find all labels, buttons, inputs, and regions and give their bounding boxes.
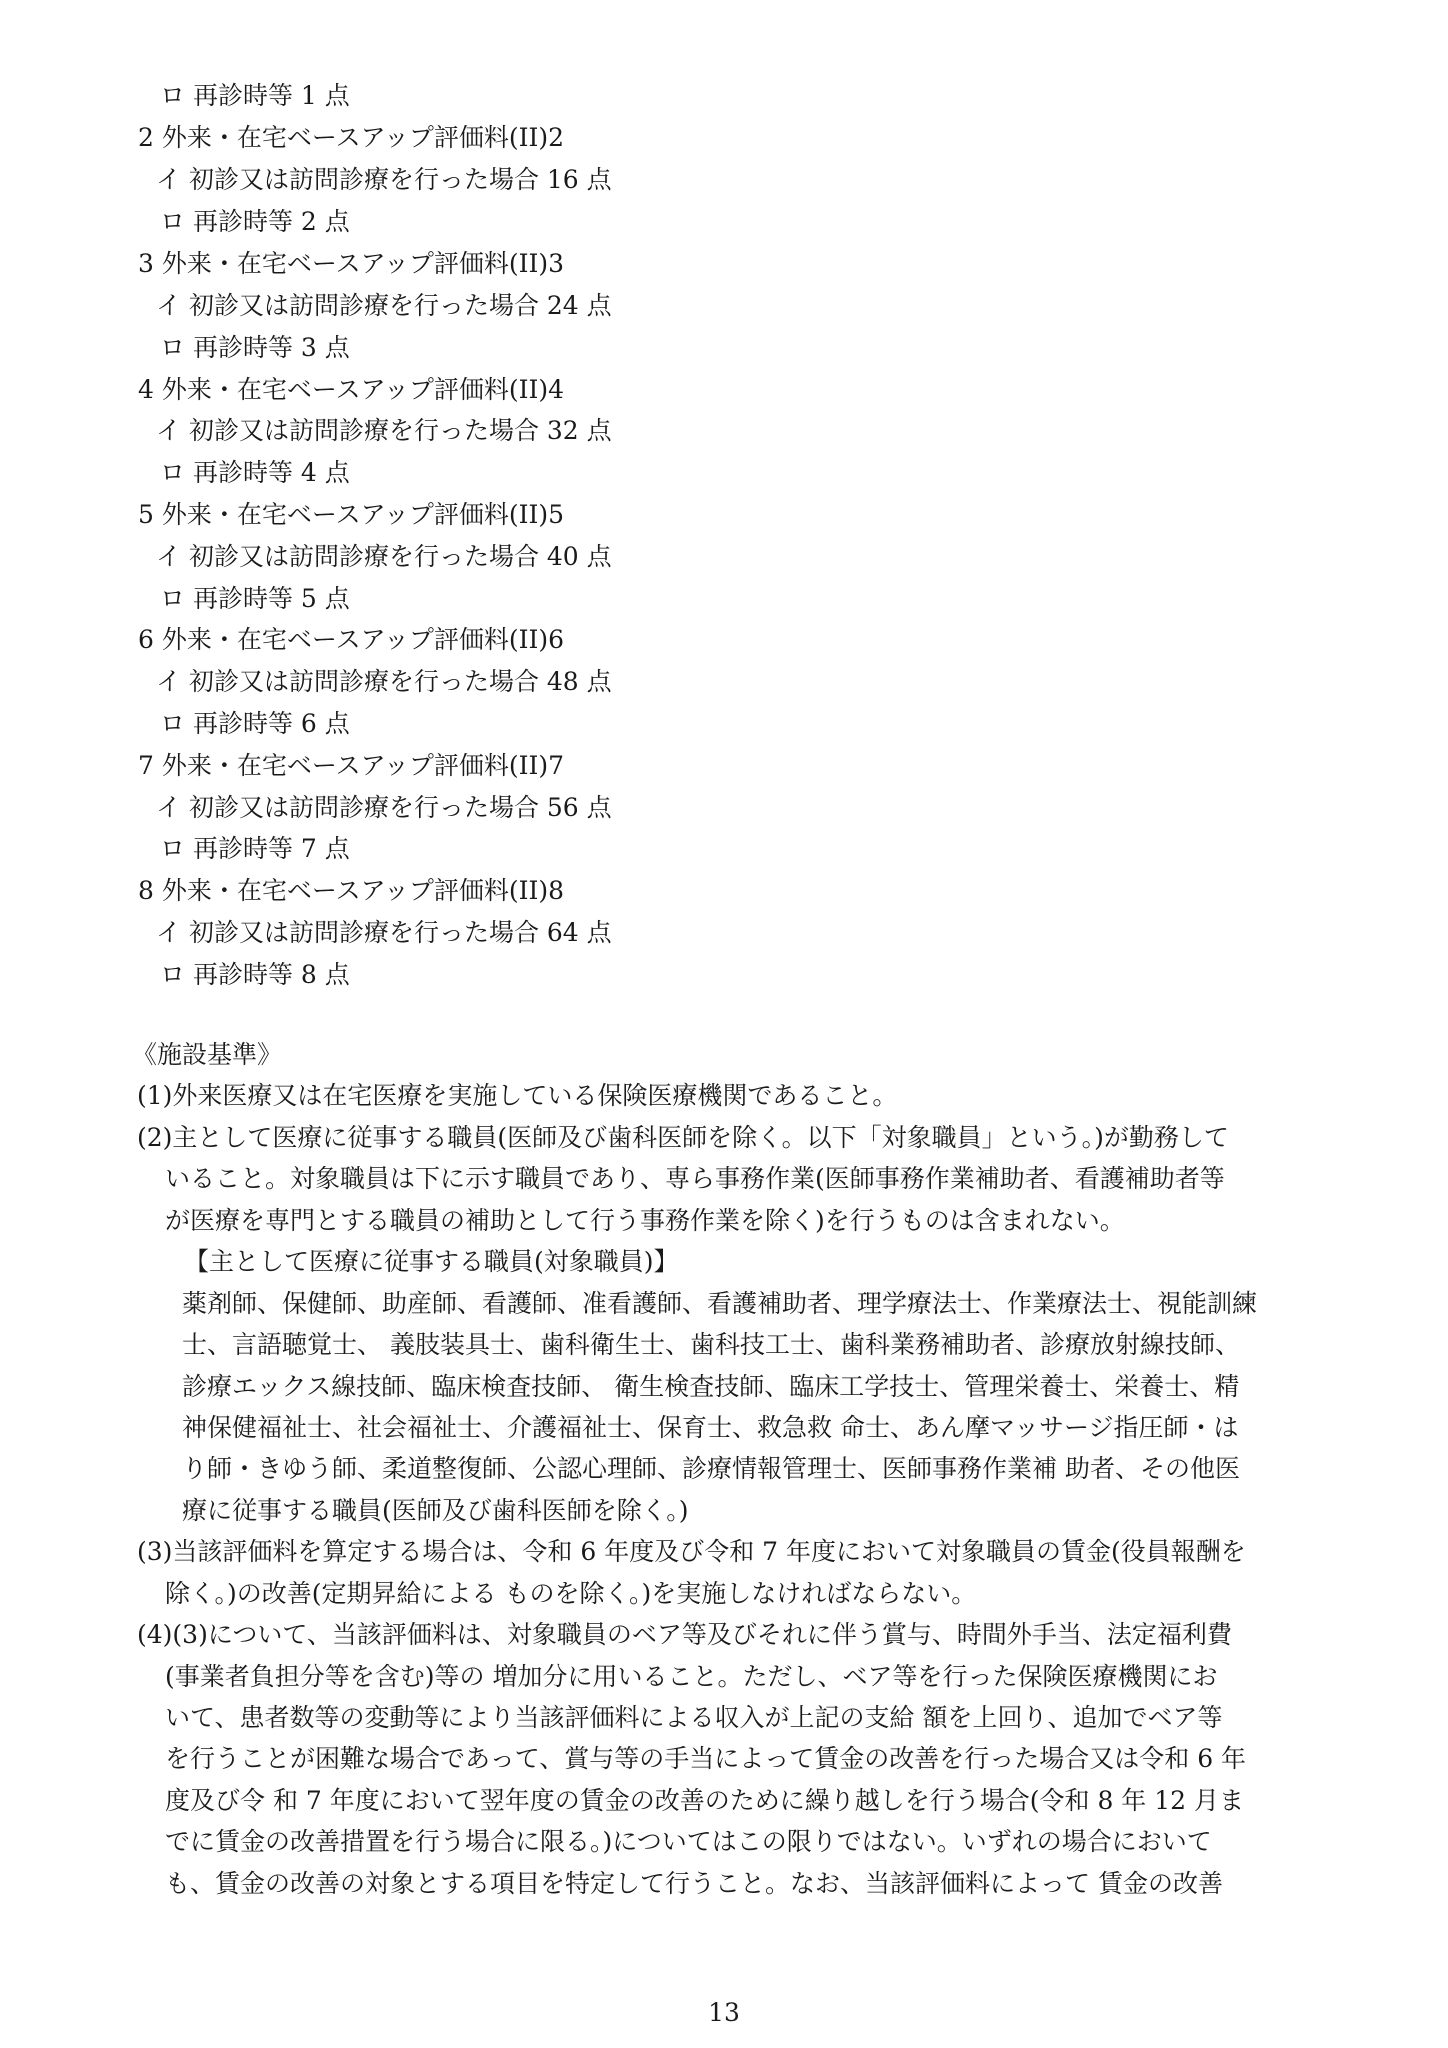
list-item: ロ 再診時等 1 点	[160, 81, 350, 110]
paragraph-line: でに賃金の改善措置を行う場合に限る。)についてはこの限りではない。いずれの場合において	[165, 1827, 1212, 1856]
staff-list-line: 神保健福祉士、社会福祉士、介護福祉士、保育士、救急救 命士、あん摩マッサージ指圧師・は	[182, 1413, 1239, 1442]
paragraph-line: (3)当該評価料を算定する場合は、令和 6 年度及び令和 7 年度において対象職員の賃金(役員報酬を	[137, 1537, 1246, 1566]
page-number: 13	[708, 1998, 740, 2027]
list-item: イ 初診又は訪問診療を行った場合 56 点	[156, 793, 612, 822]
paragraph-line: (2)主として医療に従事する職員(医師及び歯科医師を除く。以下「対象職員」という。)が勤務して	[137, 1123, 1229, 1152]
paragraph-line: が医療を専門とする職員の補助として行う事務作業を除く)を行うものは含まれない。	[165, 1206, 1125, 1235]
paragraph-line: 除く。)の改善(定期昇給による ものを除く。)を実施しなければならない。	[165, 1579, 977, 1608]
staff-list-line: 診療エックス線技師、臨床検査技師、 衛生検査技師、臨床工学技士、管理栄養士、栄養士、精	[182, 1372, 1240, 1401]
list-item: イ 初診又は訪問診療を行った場合 32 点	[156, 416, 612, 445]
list-item: イ 初診又は訪問診療を行った場合 64 点	[156, 918, 612, 947]
list-item: 7 外来・在宅ベースアップ評価料(II)7	[138, 751, 565, 780]
paragraph-line: も、賃金の改善の対象とする項目を特定して行うこと。なお、当該評価料によって 賃金の改善	[165, 1869, 1223, 1898]
list-item: 4 外来・在宅ベースアップ評価料(II)4	[138, 375, 565, 404]
list-item: ロ 再診時等 7 点	[160, 834, 350, 863]
list-item: 6 外来・在宅ベースアップ評価料(II)6	[138, 625, 565, 654]
paragraph-line: いて、患者数等の変動等により当該評価料による収入が上記の支給 額を上回り、追加でベア等	[165, 1703, 1223, 1732]
list-item: イ 初診又は訪問診療を行った場合 24 点	[156, 291, 612, 320]
staff-list-line: 士、言語聴覚士、 義肢装具士、歯科衛生士、歯科技工士、歯科業務補助者、診療放射線技師、	[182, 1330, 1240, 1359]
paragraph-line: 度及び令 和 7 年度において翌年度の賃金の改善のために繰り越しを行う場合(令和 8 年 12 月ま	[165, 1786, 1245, 1815]
list-item: イ 初診又は訪問診療を行った場合 40 点	[156, 542, 612, 571]
list-item: 8 外来・在宅ベースアップ評価料(II)8	[138, 876, 565, 905]
list-item: 3 外来・在宅ベースアップ評価料(II)3	[138, 249, 565, 278]
list-item: ロ 再診時等 6 点	[160, 709, 350, 738]
paragraph-line: (4)(3)について、当該評価料は、対象職員のベア等及びそれに伴う賞与、時間外手当、法定福利費	[137, 1620, 1232, 1649]
list-item: イ 初診又は訪問診療を行った場合 16 点	[156, 165, 612, 194]
paragraph-line: いること。対象職員は下に示す職員であり、専ら事務作業(医師事務作業補助者、看護補助者等	[165, 1164, 1225, 1193]
staff-list-line: り師・きゆう師、柔道整復師、公認心理師、診療情報管理士、医師事務作業補 助者、その他医	[182, 1454, 1240, 1483]
list-item: イ 初診又は訪問診療を行った場合 48 点	[156, 667, 612, 696]
list-item: ロ 再診時等 4 点	[160, 458, 350, 487]
paragraph-line: (事業者負担分等を含む)等の 増加分に用いること。ただし、ベア等を行った保険医療機関にお	[165, 1662, 1218, 1691]
list-item: ロ 再診時等 3 点	[160, 333, 350, 362]
section-heading: 《施設基準》	[132, 1040, 283, 1069]
staff-list-title: 【主として医療に従事する職員(対象職員)】	[184, 1247, 679, 1276]
paragraph-line: (1)外来医療又は在宅医療を実施している保険医療機関であること。	[137, 1081, 898, 1110]
list-item: 2 外来・在宅ベースアップ評価料(II)2	[138, 123, 565, 152]
list-item: ロ 再診時等 8 点	[160, 960, 350, 989]
list-item: ロ 再診時等 2 点	[160, 207, 350, 236]
staff-list-line: 療に従事する職員(医師及び歯科医師を除く。)	[182, 1496, 689, 1525]
list-item: 5 外来・在宅ベースアップ評価料(II)5	[138, 500, 565, 529]
list-item: ロ 再診時等 5 点	[160, 584, 350, 613]
staff-list-line: 薬剤師、保健師、助産師、看護師、准看護師、看護補助者、理学療法士、作業療法士、視能訓練	[182, 1289, 1258, 1318]
paragraph-line: を行うことが困難な場合であって、賞与等の手当によって賃金の改善を行った場合又は令和 6 年	[165, 1744, 1247, 1773]
